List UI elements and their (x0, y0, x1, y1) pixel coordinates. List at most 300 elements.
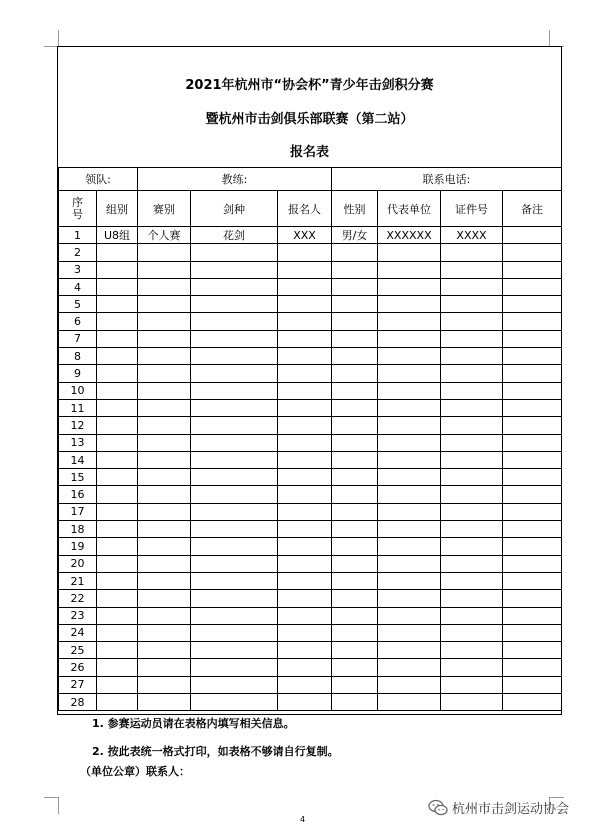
cell-name[interactable] (278, 365, 332, 382)
cell-name[interactable] (278, 572, 332, 589)
cell-unit[interactable] (378, 694, 441, 711)
cell-remark[interactable] (503, 694, 562, 711)
cell-id[interactable] (441, 244, 503, 261)
cell-unit[interactable] (378, 676, 441, 693)
cell-group[interactable] (97, 313, 138, 330)
cell-id[interactable] (441, 278, 503, 295)
cell-weapon[interactable] (191, 642, 278, 659)
cell-name[interactable] (278, 659, 332, 676)
cell-weapon[interactable] (191, 624, 278, 641)
cell-weapon[interactable] (191, 296, 278, 313)
cell-weapon[interactable] (191, 451, 278, 468)
team-leader-field[interactable]: 领队: (59, 168, 138, 191)
cell-event[interactable] (138, 261, 191, 278)
cell-name[interactable] (278, 451, 332, 468)
cell-group[interactable] (97, 624, 138, 641)
cell-id[interactable] (441, 296, 503, 313)
cell-gender[interactable] (332, 694, 378, 711)
cell-weapon[interactable] (191, 365, 278, 382)
table-row (59, 417, 562, 434)
cell-event[interactable] (138, 417, 191, 434)
cell-name[interactable] (278, 642, 332, 659)
cell-weapon[interactable] (191, 607, 278, 624)
cell-name[interactable] (278, 313, 332, 330)
cell-gender[interactable] (332, 503, 378, 520)
cell-name[interactable] (278, 348, 332, 365)
table-row (59, 659, 562, 676)
cell-name[interactable] (278, 694, 332, 711)
cell-name[interactable] (278, 261, 332, 278)
cell-unit[interactable] (378, 348, 441, 365)
cell-remark[interactable] (503, 382, 562, 399)
cell-remark[interactable] (503, 296, 562, 313)
cell-remark[interactable] (503, 624, 562, 641)
page-number: 4 (300, 815, 306, 824)
cell-gender[interactable] (332, 572, 378, 589)
cell-unit[interactable] (378, 659, 441, 676)
table-row (59, 382, 562, 399)
cell-event[interactable] (138, 382, 191, 399)
cell-event[interactable] (138, 399, 191, 416)
cell-seq: 2 (59, 244, 97, 261)
cell-remark[interactable] (503, 538, 562, 555)
cell-gender[interactable] (332, 244, 378, 261)
cell-group[interactable] (97, 521, 138, 538)
cell-unit[interactable] (378, 399, 441, 416)
table-row (59, 624, 562, 641)
cell-gender[interactable] (332, 365, 378, 382)
cell-remark[interactable] (503, 503, 562, 520)
header-gender: 性别 (332, 191, 378, 227)
header-id: 证件号 (441, 191, 503, 227)
cell-id[interactable] (441, 572, 503, 589)
cell-group[interactable] (97, 572, 138, 589)
cell-remark[interactable] (503, 521, 562, 538)
cell-remark[interactable] (503, 469, 562, 486)
table-row (59, 244, 562, 261)
cell-name[interactable] (278, 521, 332, 538)
cell-remark[interactable] (503, 590, 562, 607)
cell-weapon[interactable] (191, 538, 278, 555)
cell-gender[interactable] (332, 607, 378, 624)
cell-name[interactable] (278, 382, 332, 399)
cell-name[interactable] (278, 624, 332, 641)
info-row (59, 168, 562, 191)
cell-weapon[interactable] (191, 659, 278, 676)
cell-event[interactable] (138, 278, 191, 295)
cell-name[interactable] (278, 503, 332, 520)
form-title: 报名表 (289, 145, 329, 160)
cell-unit[interactable] (378, 486, 441, 503)
cell-id[interactable] (441, 607, 503, 624)
cell-event[interactable] (138, 607, 191, 624)
cell-seq: 8 (59, 348, 97, 365)
cell-group[interactable] (97, 399, 138, 416)
cell-seq: 10 (59, 382, 97, 399)
cell-gender[interactable] (332, 469, 378, 486)
cell-name[interactable] (278, 538, 332, 555)
cell-weapon[interactable] (191, 330, 278, 347)
cell-weapon[interactable] (191, 694, 278, 711)
cell-seq: 12 (59, 417, 97, 434)
cell-name[interactable] (278, 469, 332, 486)
cell-unit[interactable] (378, 590, 441, 607)
cell-remark[interactable] (503, 607, 562, 624)
cell-event[interactable] (138, 365, 191, 382)
header-remark: 备注 (503, 191, 562, 227)
cell-group[interactable] (97, 555, 138, 572)
cell-id[interactable] (441, 676, 503, 693)
cell-gender[interactable] (332, 659, 378, 676)
title-line-1: 2021年杭州市“协会杯”青少年击剑积分赛 (185, 78, 434, 93)
cell-seq: 21 (59, 572, 97, 589)
table-row (59, 313, 562, 330)
table-row (59, 261, 562, 278)
cell-unit[interactable] (378, 330, 441, 347)
cell-seq: 17 (59, 503, 97, 520)
cell-remark[interactable] (503, 227, 562, 244)
cell-weapon[interactable] (191, 348, 278, 365)
cell-weapon[interactable] (191, 676, 278, 693)
cell-seq: 19 (59, 538, 97, 555)
cell-group[interactable] (97, 451, 138, 468)
table-row (59, 399, 562, 416)
cell-unit[interactable] (378, 572, 441, 589)
table-row (59, 676, 562, 693)
cell-id[interactable]: XXXX (441, 227, 503, 244)
cell-id[interactable] (441, 624, 503, 641)
cell-remark[interactable] (503, 434, 562, 451)
cell-unit[interactable] (378, 451, 441, 468)
table-row (59, 607, 562, 624)
crop-mark-top-left (44, 30, 59, 47)
cell-event[interactable] (138, 296, 191, 313)
cell-name[interactable] (278, 607, 332, 624)
cell-name[interactable] (278, 296, 332, 313)
cell-weapon[interactable] (191, 278, 278, 295)
cell-gender[interactable] (332, 538, 378, 555)
cell-seq: 20 (59, 555, 97, 572)
cell-gender[interactable] (332, 521, 378, 538)
cell-id[interactable] (441, 330, 503, 347)
cell-weapon[interactable] (191, 572, 278, 589)
cell-weapon[interactable] (191, 434, 278, 451)
cell-seq: 3 (59, 261, 97, 278)
cell-remark[interactable] (503, 244, 562, 261)
cell-unit[interactable] (378, 434, 441, 451)
example-row (59, 227, 562, 244)
cell-unit[interactable] (378, 624, 441, 641)
cell-remark[interactable] (503, 348, 562, 365)
cell-event[interactable] (138, 313, 191, 330)
cell-remark[interactable] (503, 261, 562, 278)
cell-remark[interactable] (503, 659, 562, 676)
cell-group[interactable] (97, 278, 138, 295)
cell-event[interactable] (138, 659, 191, 676)
cell-group[interactable] (97, 642, 138, 659)
cell-id[interactable] (441, 555, 503, 572)
table-row (59, 330, 562, 347)
cell-seq: 27 (59, 676, 97, 693)
cell-weapon[interactable]: 花剑 (191, 227, 278, 244)
cell-seq: 25 (59, 642, 97, 659)
cell-id[interactable] (441, 521, 503, 538)
cell-group[interactable] (97, 382, 138, 399)
cell-event[interactable] (138, 538, 191, 555)
cell-remark[interactable] (503, 417, 562, 434)
form-title-block (58, 47, 561, 167)
cell-unit[interactable] (378, 382, 441, 399)
table-row (59, 278, 562, 295)
cell-unit[interactable] (378, 365, 441, 382)
header-group: 组别 (97, 191, 138, 227)
cell-id[interactable] (441, 659, 503, 676)
cell-seq: 24 (59, 624, 97, 641)
cell-event[interactable] (138, 434, 191, 451)
cell-id[interactable] (441, 451, 503, 468)
cell-remark[interactable] (503, 278, 562, 295)
cell-group[interactable] (97, 486, 138, 503)
cell-remark[interactable] (503, 330, 562, 347)
cell-weapon[interactable] (191, 486, 278, 503)
cell-id[interactable] (441, 694, 503, 711)
table-row (59, 469, 562, 486)
cell-event[interactable] (138, 590, 191, 607)
cell-id[interactable] (441, 503, 503, 520)
cell-group[interactable] (97, 330, 138, 347)
title-line-2: 暨杭州市击剑俱乐部联赛（第二站） (205, 112, 414, 127)
cell-name[interactable] (278, 486, 332, 503)
cell-group[interactable] (97, 590, 138, 607)
cell-remark[interactable] (503, 451, 562, 468)
cell-name[interactable] (278, 244, 332, 261)
cell-gender[interactable] (332, 313, 378, 330)
cell-id[interactable] (441, 348, 503, 365)
header-unit: 代表单位 (378, 191, 441, 227)
cell-group[interactable] (97, 469, 138, 486)
cell-unit[interactable] (378, 503, 441, 520)
table-row (59, 521, 562, 538)
header-weapon: 剑种 (191, 191, 278, 227)
cell-gender[interactable] (332, 590, 378, 607)
cell-weapon[interactable] (191, 261, 278, 278)
cell-weapon[interactable] (191, 382, 278, 399)
cell-unit[interactable] (378, 261, 441, 278)
cell-name[interactable] (278, 330, 332, 347)
cell-event[interactable] (138, 694, 191, 711)
cell-unit[interactable]: XXXXXX (378, 227, 441, 244)
cell-id[interactable] (441, 417, 503, 434)
table-row (59, 555, 562, 572)
cell-group[interactable] (97, 607, 138, 624)
cell-group[interactable]: U8组 (97, 227, 138, 244)
table-row (59, 451, 562, 468)
empty-rows (59, 244, 562, 711)
cell-gender[interactable] (332, 451, 378, 468)
note-2: 2. 按此表统一格式打印，如表格不够请自行复制。 (92, 745, 339, 758)
watermark (428, 798, 569, 817)
cell-group[interactable] (97, 261, 138, 278)
cell-unit[interactable] (378, 313, 441, 330)
cell-seq: 4 (59, 278, 97, 295)
cell-seq: 5 (59, 296, 97, 313)
cell-remark[interactable] (503, 313, 562, 330)
cell-gender[interactable]: 男/女 (332, 227, 378, 244)
cell-seq: 26 (59, 659, 97, 676)
cell-seq: 23 (59, 607, 97, 624)
note-3: （单位公章）联系人： (80, 765, 190, 778)
cell-id[interactable] (441, 486, 503, 503)
cell-weapon[interactable] (191, 590, 278, 607)
cell-id[interactable] (441, 365, 503, 382)
cell-seq: 18 (59, 521, 97, 538)
table-row (59, 503, 562, 520)
table-row (59, 434, 562, 451)
cell-group[interactable] (97, 417, 138, 434)
cell-name[interactable] (278, 417, 332, 434)
cell-id[interactable] (441, 399, 503, 416)
cell-event[interactable] (138, 451, 191, 468)
cell-group[interactable] (97, 538, 138, 555)
cell-gender[interactable] (332, 330, 378, 347)
cell-remark[interactable] (503, 399, 562, 416)
crop-mark-bottom-left (44, 797, 59, 814)
cell-weapon[interactable] (191, 503, 278, 520)
cell-remark[interactable] (503, 642, 562, 659)
cell-id[interactable] (441, 538, 503, 555)
cell-id[interactable] (441, 313, 503, 330)
cell-event[interactable] (138, 555, 191, 572)
cell-event[interactable] (138, 486, 191, 503)
header-seq: 序 号 (59, 191, 97, 227)
cell-gender[interactable] (332, 486, 378, 503)
cell-weapon[interactable] (191, 417, 278, 434)
cell-event[interactable] (138, 330, 191, 347)
registration-table (58, 167, 562, 711)
header-event: 赛别 (138, 191, 191, 227)
cell-gender[interactable] (332, 278, 378, 295)
cell-name[interactable] (278, 434, 332, 451)
table-row (59, 590, 562, 607)
header-row (59, 191, 562, 227)
cell-gender[interactable] (332, 624, 378, 641)
cell-unit[interactable] (378, 469, 441, 486)
cell-unit[interactable] (378, 278, 441, 295)
cell-name[interactable] (278, 676, 332, 693)
cell-seq: 28 (59, 694, 97, 711)
cell-gender[interactable] (332, 676, 378, 693)
cell-event[interactable] (138, 521, 191, 538)
cell-weapon[interactable] (191, 555, 278, 572)
cell-group[interactable] (97, 244, 138, 261)
crop-mark-top-right (549, 30, 564, 47)
cell-seq: 15 (59, 469, 97, 486)
cell-name[interactable] (278, 278, 332, 295)
cell-gender[interactable] (332, 382, 378, 399)
cell-seq: 16 (59, 486, 97, 503)
cell-event[interactable] (138, 572, 191, 589)
cell-id[interactable] (441, 469, 503, 486)
cell-gender[interactable] (332, 296, 378, 313)
contact-phone-field[interactable]: 联系电话: (332, 168, 562, 191)
cell-name[interactable] (278, 399, 332, 416)
cell-event[interactable] (138, 642, 191, 659)
cell-seq: 9 (59, 365, 97, 382)
wechat-icon (428, 799, 448, 817)
cell-unit[interactable] (378, 417, 441, 434)
cell-gender[interactable] (332, 417, 378, 434)
cell-id[interactable] (441, 590, 503, 607)
cell-unit[interactable] (378, 555, 441, 572)
cell-remark[interactable] (503, 555, 562, 572)
cell-gender[interactable] (332, 642, 378, 659)
cell-gender[interactable] (332, 348, 378, 365)
cell-event[interactable]: 个人赛 (138, 227, 191, 244)
cell-group[interactable] (97, 694, 138, 711)
cell-weapon[interactable] (191, 399, 278, 416)
cell-unit[interactable] (378, 607, 441, 624)
cell-remark[interactable] (503, 365, 562, 382)
cell-unit[interactable] (378, 296, 441, 313)
registration-form (57, 46, 562, 715)
cell-id[interactable] (441, 434, 503, 451)
cell-name[interactable] (278, 555, 332, 572)
cell-remark[interactable] (503, 486, 562, 503)
cell-unit[interactable] (378, 538, 441, 555)
cell-id[interactable] (441, 642, 503, 659)
cell-unit[interactable] (378, 521, 441, 538)
cell-remark[interactable] (503, 676, 562, 693)
cell-event[interactable] (138, 244, 191, 261)
cell-id[interactable] (441, 261, 503, 278)
cell-seq: 6 (59, 313, 97, 330)
cell-name[interactable]: XXX (278, 227, 332, 244)
cell-event[interactable] (138, 624, 191, 641)
cell-group[interactable] (97, 503, 138, 520)
cell-weapon[interactable] (191, 469, 278, 486)
cell-unit[interactable] (378, 244, 441, 261)
cell-weapon[interactable] (191, 313, 278, 330)
cell-weapon[interactable] (191, 244, 278, 261)
cell-group[interactable] (97, 365, 138, 382)
cell-name[interactable] (278, 590, 332, 607)
cell-event[interactable] (138, 503, 191, 520)
cell-group[interactable] (97, 348, 138, 365)
cell-unit[interactable] (378, 642, 441, 659)
note-1: 1. 参赛运动员请在表格内填写相关信息。 (92, 717, 295, 730)
cell-group[interactable] (97, 659, 138, 676)
cell-event[interactable] (138, 348, 191, 365)
cell-group[interactable] (97, 296, 138, 313)
cell-gender[interactable] (332, 399, 378, 416)
cell-gender[interactable] (332, 434, 378, 451)
cell-event[interactable] (138, 676, 191, 693)
cell-seq: 1 (59, 227, 97, 244)
cell-id[interactable] (441, 382, 503, 399)
table-row (59, 486, 562, 503)
table-row (59, 642, 562, 659)
cell-seq: 13 (59, 434, 97, 451)
cell-group[interactable] (97, 434, 138, 451)
cell-remark[interactable] (503, 572, 562, 589)
cell-weapon[interactable] (191, 521, 278, 538)
table-row (59, 572, 562, 589)
cell-gender[interactable] (332, 555, 378, 572)
coach-field[interactable]: 教练: (138, 168, 332, 191)
cell-event[interactable] (138, 469, 191, 486)
cell-gender[interactable] (332, 261, 378, 278)
cell-group[interactable] (97, 676, 138, 693)
